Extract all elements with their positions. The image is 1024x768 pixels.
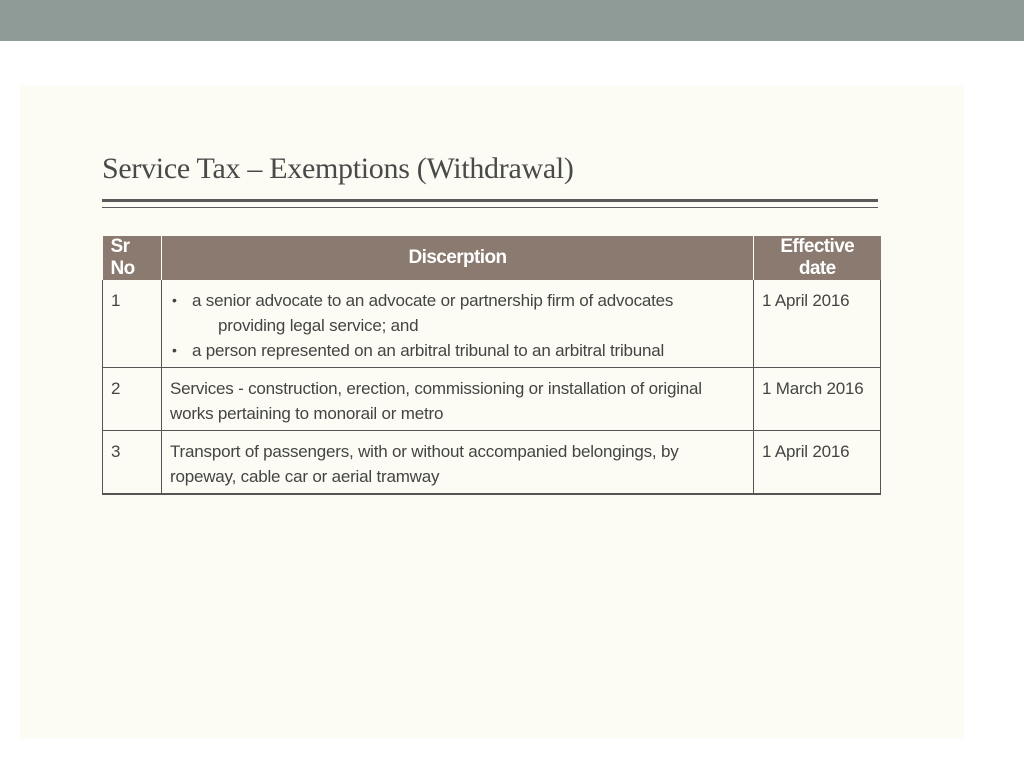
row-description: Services - construction, erection, commissioning or installation of original works pertaining to monorail or metro	[162, 368, 754, 431]
exemptions-table	[102, 236, 881, 495]
title-rule-thick	[102, 199, 878, 202]
row-description: Transport of passengers, with or without accompanied belongings, by ropeway, cable car or aerial tramway	[162, 431, 754, 495]
table-row	[103, 368, 881, 431]
table-row	[103, 280, 881, 368]
bullet-list	[170, 288, 745, 363]
table-header-row	[103, 236, 881, 280]
row-effective-date: 1 April 2016	[754, 431, 881, 495]
bullet-text: a person represented on an arbitral tribunal to an arbitral tribunal	[192, 341, 665, 360]
row-effective-date: 1 March 2016	[754, 368, 881, 431]
row-sr-no: 1	[103, 280, 162, 368]
header-sr-no: Sr No	[103, 236, 162, 280]
bullet-text-continued: providing legal service; and	[218, 316, 419, 335]
header-description: Discerption	[162, 236, 754, 280]
header-effective-date: Effective date	[754, 236, 881, 280]
list-item	[170, 288, 745, 338]
row-effective-date: 1 April 2016	[754, 280, 881, 368]
list-item	[170, 338, 745, 363]
table-row	[103, 431, 881, 495]
bullet-text: a senior advocate to an advocate or partnership firm of advocates	[192, 291, 674, 310]
row-sr-no: 2	[103, 368, 162, 431]
top-bar	[0, 0, 1024, 41]
slide-title: Service Tax – Exemptions (Withdrawal)	[102, 152, 574, 185]
title-rule-thin	[102, 207, 878, 208]
row-description	[162, 280, 754, 368]
row-sr-no: 3	[103, 431, 162, 495]
